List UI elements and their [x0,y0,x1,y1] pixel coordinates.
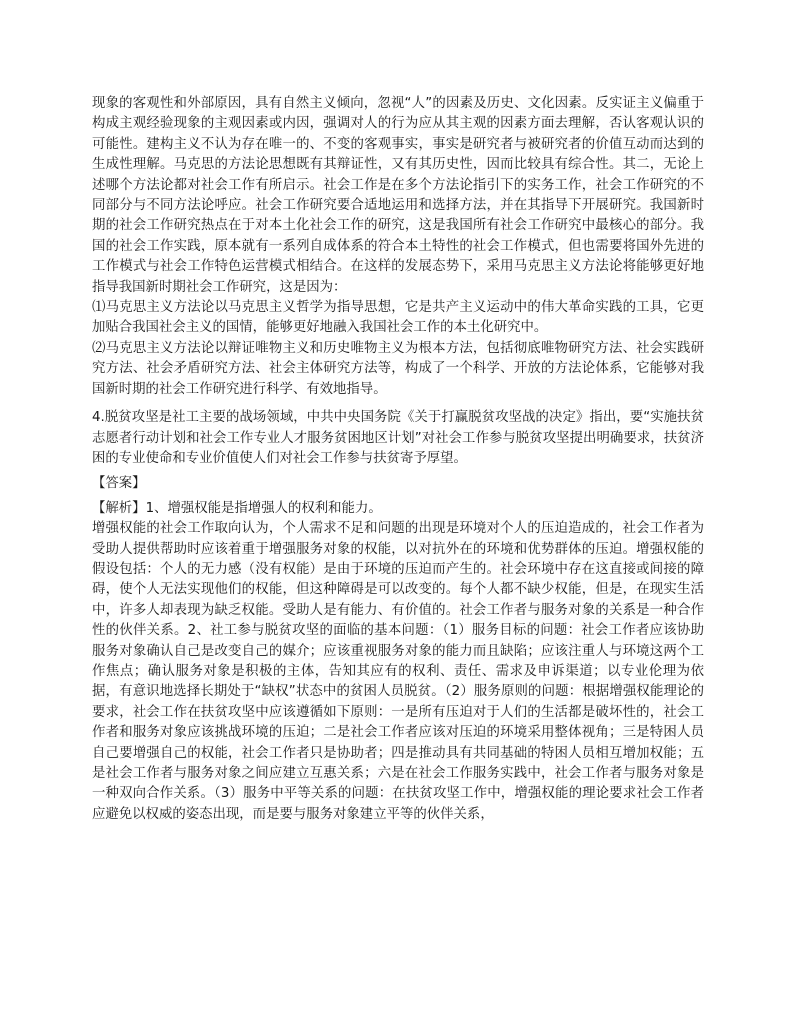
question-4-paragraph: 4.脱贫攻坚是社工主要的战场领域，中共中央国务院《关于打赢脱贫攻坚战的决定》指出，要“实施扶贫志愿者行动计划和社会工作专业人才服务贫困地区计划”对社会工作参与脱贫攻坚提出明确要求，扶贫济困的专业使命和专业价值使人们对社会工作参与扶贫寄予厚望。 [92,410,704,466]
intro-paragraph: 现象的客观性和外部原因，具有自然主义倾向，忽视“人”的因素及历史、文化因素。反实证主义偏重于构成主观经验现象的主观因素或内因，强调对人的行为应从其主观的因素方面去理解，否认客观认识的可能性。建构主义不认为存在唯一的、不变的客观事实，事实是研究者与被研究者的价值互动而达到的生成性理解。马克思的方法论思想既有其辩证性，又有其历史性，因而比较具有综合性。其二，无论上述哪个方法论都对社会工作有所启示。社会工作是在多个方法论指引下的实务工作，社会工作研究的不同部分与不同方法论呼应。社会工作研究要合适地运用和选择方法，并在其指导下开展研究。我国新时期的社会工作研究热点在于对本土化社会工作的研究，这是我国所有社会工作研究中最核心的部分。我国的社会工作实践，原本就有一系列自成体系的符合本土特性的社会工作模式，但也需要将国外先进的工作模式与社会工作特色运营模式相结合。在这样的发展态势下，采用马克思主义方法论将能够更好地指导我国新时期社会工作研究，这是因为： [92,96,704,295]
analysis-heading-line [92,499,704,519]
analysis-label: 【解析】 [92,500,146,516]
analysis-line-1: 1、增强权能是指增强人的权利和能力。 [145,500,382,516]
point-2-paragraph: ⑵马克思主义方法论以辩证唯物主义和历史唯物主义为根本方法，包括彻底唯物研究方法、社会实践研究方法、社会矛盾研究方法、社会主体研究方法等，构成了一个科学、开放的方法论体系，它能够对我国新时期的社会工作研究进行科学、有效地指导。 [92,340,704,397]
point-1-paragraph: ⑴马克思主义方法论以马克思主义哲学为指导思想，它是共产主义运动中的伟大革命实践的工具，它更加贴合我国社会主义的国情，能够更好地融入我国社会工作的本土化研究中。 [92,300,704,336]
analysis-body: 增强权能的社会工作取向认为，个人需求不足和问题的出现是环境对个人的压迫造成的，社会工作者为受助人提供帮助时应该着重于增强服务对象的权能，以对抗外在的环境和优势群体的压迫。增强权能的假设包括：个人的无力感（没有权能）是由于环境的压迫而产生的。社会环境中存在这直接或间接的障碍，使个人无法实现他们的权能，但这种障碍是可以改变的。每个人都不缺少权能，但是，在现实生活中，许多人却表现为缺乏权能。受助人是有能力、有价值的。社会工作者与服务对象的关系是一种合作性的伙伴关系。2、社工参与脱贫攻坚的面临的基本问题：（1）服务目标的问题：社会工作者应该协助服务对象确认自己是改变自己的媒介；应该重视服务对象的能力而且缺陷；应该注重人与环境这两个工作焦点；确认服务对象是积极的主体，告知其应有的权利、责任、需求及申诉渠道；以专业伦理为依据，有意识地选择长期处于“缺权”状态中的贫困人员脱贫。（2）服务原则的问题：根据增强权能理论的要求，社会工作在扶贫攻坚中应该遵循如下原则：一是所有压迫对于人们的生活都是破坏性的，社会工作者和服务对象应该挑战环境的压迫；二是社会工作者应该对压迫的环境采用整体视角；三是特困人员自己要增强自己的权能，社会工作者只是协助者；四是推动具有共同基础的特困人员相互增加权能；五是社会工作者与服务对象之间应建立互惠关系；六是在社会工作服务实践中，社会工作者与服务对象是一种双向合作关系。（3）服务中平等关系的问题：在扶贫攻坚工作中，增强权能的理论要求社会工作者应避免以权威的姿态出现，而是要与服务对象建立平等的伙伴关系， [92,521,704,822]
document-page [92,94,704,825]
answer-label: 【答案】 [92,476,146,492]
